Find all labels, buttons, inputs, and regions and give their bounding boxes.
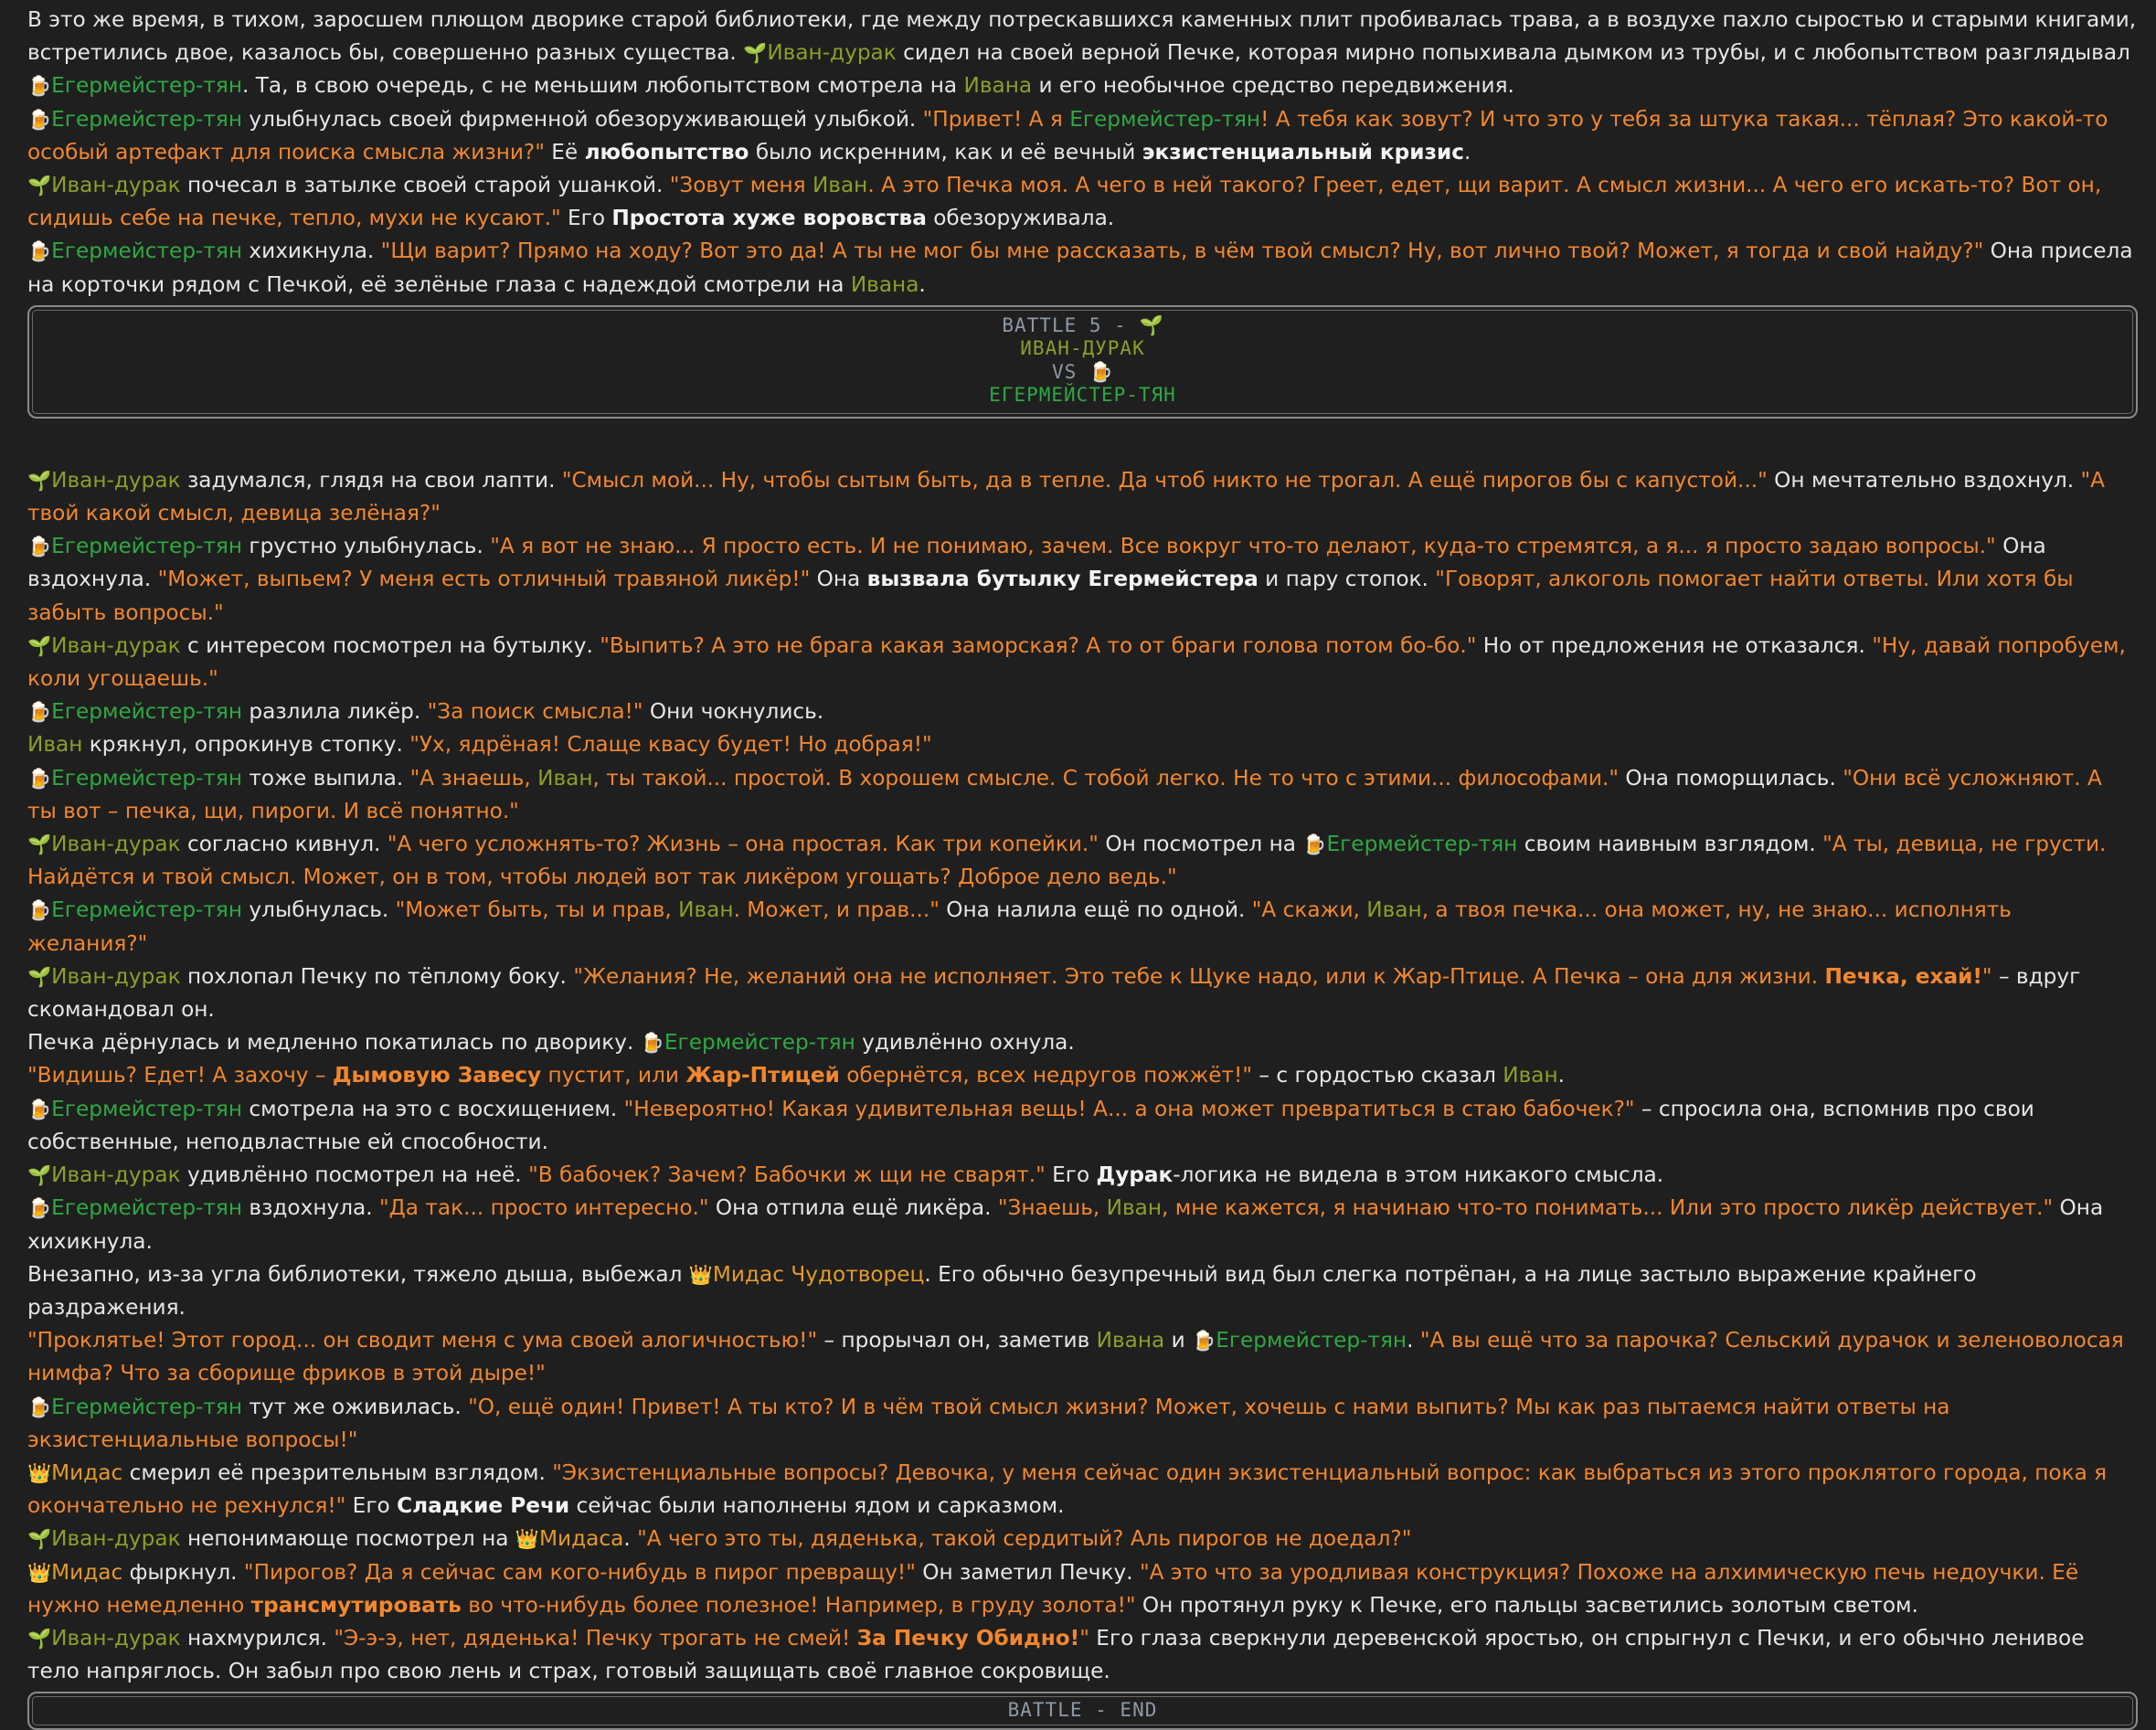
narration-text: Она поморщилась. xyxy=(1619,765,1843,791)
story-paragraph xyxy=(27,961,2138,1026)
battle-banner xyxy=(27,305,2138,419)
narration-text: Её xyxy=(544,139,585,165)
dialogue-quote: " xyxy=(1079,1625,1089,1650)
narration-text: Он посмотрел на xyxy=(1098,832,1303,857)
dialogue-quote: "Щи варит? Прямо на ходу? Вот это да! А ты не мог бы мне рассказать, в чём твой смысл? Ну, вот лично твой? Может, я тогда и свой найду?" xyxy=(380,239,1984,264)
spacer xyxy=(27,424,2138,464)
name-ivan: Иван-дурак xyxy=(51,1162,181,1188)
name-eger: Егермейстер-тян xyxy=(51,699,243,725)
narration-text: Он заметил Печку. xyxy=(915,1559,1140,1585)
name-ivan: Иван-дурак xyxy=(767,40,897,66)
dialogue-quote: "Они всё усложняют. А ты вот – печка, щи, пироги. И всё понятно." xyxy=(27,765,2102,823)
narration-text: Она налила ещё по одной. xyxy=(939,897,1252,923)
narration-text: тут же оживилась. xyxy=(242,1394,469,1419)
narration-text: обезоруживала. xyxy=(926,206,1115,231)
name-eger: Егермейстер-тян xyxy=(51,239,243,264)
narration-text: вздохнула. xyxy=(242,1195,379,1221)
sprout-icon: 🌱 xyxy=(27,634,52,657)
name-eger: Егермейстер-тян xyxy=(51,897,243,923)
dialogue-quote: обернётся, всех недругов пожжёт!" xyxy=(839,1063,1253,1088)
narration-text: тоже выпила. xyxy=(242,765,410,791)
dialogue-quote: "А ты, девица, не грусти. Найдётся и твой смысл. Может, он в том, чтобы людей вот так ликёром угощать? Доброе дело ведь." xyxy=(27,832,2107,890)
story-paragraph xyxy=(27,235,2138,301)
sprout-icon: 🌱 xyxy=(27,833,52,856)
narration-text: Она вздохнула. xyxy=(27,534,2046,592)
story-paragraph xyxy=(27,728,2138,761)
quote-name-ivan: Иван xyxy=(812,173,868,198)
name-midas: Мидас Чудотворец xyxy=(712,1261,925,1287)
skill-bold: любопытство xyxy=(584,139,749,165)
battle-end-label: BATTLE - END xyxy=(1007,1699,1158,1722)
dialogue-quote: "О, ещё один! Привет! А ты кто? И в чём твой смысл жизни? Может, хочешь с нами выпить? Мы как раз пытаемся найти ответы на экзистенциальные вопросы!" xyxy=(27,1394,1950,1452)
narration-text: нахмурился. xyxy=(180,1625,335,1650)
dialogue-quote: "Да так... просто интересно." xyxy=(379,1195,709,1221)
narration-text: Он протянул руку к Печке, его пальцы засветились золотым светом. xyxy=(1135,1592,1918,1618)
name-ivan: Ивана xyxy=(1096,1328,1165,1353)
dialogue-quote: "Может, выпьем? У меня есть отличный травяной ликёр!" xyxy=(157,567,811,592)
narrative-intro xyxy=(27,4,2138,302)
dialogue-quote: , ты такой... простой. В хорошем смысле. С тобой легко. Не то что с этими... философами." xyxy=(592,765,1619,791)
story-paragraph xyxy=(27,1391,2138,1457)
narration-text: Она присела на корточки рядом с Печкой, её зелёные глаза с надеждой смотрели на xyxy=(27,239,2133,297)
narration-text: смерил её презрительным взглядом. xyxy=(122,1459,553,1485)
narration-text: хихикнула. xyxy=(242,239,381,264)
skill-bold: вызвала бутылку Егермейстера xyxy=(866,567,1259,592)
dialogue-quote: "Смысл мой... Ну, чтобы сытым быть, да в тепле. Да чтоб никто не трогал. А ещё пирогов бы с капустой..." xyxy=(561,467,1768,493)
name-midas: Мидас xyxy=(51,1459,123,1485)
narration-text: непонимающе посмотрел на xyxy=(180,1526,515,1552)
narration-text: сейчас были наполнены ядом и сарказмом. xyxy=(569,1493,1065,1519)
name-ivan: Иван xyxy=(1503,1063,1558,1088)
narration-text: смотрела на это с восхищением. xyxy=(242,1096,624,1121)
dialogue-quote: , а твоя печка... она может, ну, не знаю... исполнять желания?" xyxy=(27,897,2012,956)
name-eger: Егермейстер-тян xyxy=(51,765,243,791)
narration-text: В это же время, в тихом, заросшем плющом дворике старой библиотеки, где между потрескавшихся каменных плит пробивалась трава, а в воздухе пахло сыростью и старыми книгами, встретились двое, казалось бы, совершенно разных существа. xyxy=(27,7,2137,66)
dialogue-quote: "А вы ещё что за парочка? Сельский дурачок и зеленоволосая нимфа? Что за сборище фриков в этой дыре!" xyxy=(27,1328,2124,1386)
narration-text: Печка дёрнулась и медленно покатилась по дворику. xyxy=(27,1030,641,1056)
beer-icon: 🍺 xyxy=(27,1098,52,1120)
narration-text: . xyxy=(1407,1328,1420,1353)
beer-icon: 🍺 xyxy=(27,899,52,922)
dialogue-quote: во что-нибудь более полезное! Например, в груду золота!" xyxy=(461,1592,1136,1618)
narrative-battle xyxy=(27,464,2138,1689)
name-eger: Егермейстер-тян xyxy=(1216,1328,1407,1353)
narration-text: и его необычное средство передвижения. xyxy=(1032,73,1514,99)
dialogue-quote: "А чего это ты, дяденька, такой сердитый? Аль пирогов не доедал?" xyxy=(637,1526,1412,1552)
narration-text: почесал в затылке своей старой ушанкой. xyxy=(180,173,670,198)
battle-end-banner xyxy=(27,1692,2138,1730)
beer-icon: 🍺 xyxy=(27,108,52,131)
story-paragraph xyxy=(27,828,2138,894)
dialogue-quote: "Говорят, алкоголь помогает найти ответы. Или хотя бы забыть вопросы." xyxy=(27,567,2074,625)
name-eger: Егермейстер-тян xyxy=(51,1195,243,1221)
skill-bold: Дурак xyxy=(1096,1162,1174,1188)
dialogue-quote: "За поиск смысла!" xyxy=(427,699,643,725)
dialogue-quote: "Желания? Не, желаний она не исполняет. Это тебе к Щуке надо, или к Жар-Птице. А Печка – она для жизни. xyxy=(573,963,1825,989)
story-paragraph xyxy=(27,103,2138,169)
sprout-icon: 🌱 xyxy=(743,42,768,65)
dialogue-quote: "Может быть, ты и прав, xyxy=(395,897,679,923)
name-eger: Егермейстер-тян xyxy=(51,1096,243,1121)
story-paragraph xyxy=(27,530,2138,630)
sprout-icon: 🌱 xyxy=(27,1164,52,1187)
beer-icon: 🍺 xyxy=(1302,833,1327,856)
narration-text: похлопал Печку по тёплому боку. xyxy=(180,963,574,989)
narration-text: . xyxy=(623,1526,638,1552)
name-ivan: Иван xyxy=(27,732,83,758)
dialogue-quote: "А знаешь, xyxy=(409,765,538,791)
name-ivan: Иван-дурак xyxy=(51,1526,181,1552)
story-paragraph xyxy=(27,695,2138,728)
sprout-icon: 🌱 xyxy=(1139,313,1163,336)
dialogue-quote: "Проклятье! Этот город... он сводит меня с ума своей алогичностью!" xyxy=(27,1328,818,1353)
dialogue-quote: "А чего усложнять-то? Жизнь – она простая. Как три копейки." xyxy=(387,832,1099,857)
narration-text: – прорычал он, заметив xyxy=(817,1328,1097,1353)
dialogue-quote: "А скажи, xyxy=(1251,897,1367,923)
name-ivan: Иван-дурак xyxy=(51,467,181,493)
quote-name-ivan: Иван xyxy=(1366,897,1422,923)
narration-text: Его xyxy=(1045,1162,1097,1188)
name-ivan: Ивана xyxy=(963,73,1033,99)
dialogue-quote: "Экзистенциальные вопросы? Девочка, у меня сейчас один экзистенциальный вопрос: как выбраться из этого проклятого города, пока я окончательно не рехнулся!" xyxy=(27,1459,2108,1519)
battle-fighter-b: ЕГЕРМЕЙСТЕР-ТЯН xyxy=(989,384,1176,407)
narration-text: своим наивным взглядом. xyxy=(1517,832,1823,857)
quote-name-ivan: Иван xyxy=(1106,1195,1163,1221)
narration-text: разлила ликёр. xyxy=(242,699,428,725)
narration-text: удивлённо посмотрел на неё. xyxy=(180,1162,529,1188)
story-paragraph xyxy=(27,1059,2138,1092)
narration-text: Его глаза сверкнули деревенской яростью, он спрыгнул с Печки, и его обычно ленивое тело напряглось. Он забыл про свою лень и страх, готовый защищать своё главное сокровище. xyxy=(27,1625,2085,1684)
beer-icon: 🍺 xyxy=(1192,1330,1216,1353)
story-paragraph xyxy=(27,1622,2138,1688)
crown-icon: 👑 xyxy=(27,1561,52,1584)
crown-icon: 👑 xyxy=(688,1263,713,1286)
dialogue-quote: "Пирогов? Да я сейчас сам кого-нибудь в пирог превращу!" xyxy=(243,1559,916,1585)
skill-bold: Сладкие Речи xyxy=(397,1493,570,1519)
name-ivan: Иван-дурак xyxy=(51,963,181,989)
narration-text: с интересом посмотрел на бутылку. xyxy=(180,632,600,658)
quote-skill-bold: Дымовую Завесу xyxy=(332,1063,542,1088)
dialogue-quote: "Ну, давай попробуем, коли угощаешь." xyxy=(27,632,2126,692)
name-eger: Егермейстер-тян xyxy=(51,73,243,99)
beer-icon: 🍺 xyxy=(27,1396,52,1418)
quote-skill-bold: трансмутировать xyxy=(250,1592,462,1618)
narration-text: удивлённо охнула. xyxy=(855,1030,1075,1056)
story-paragraph xyxy=(27,1093,2138,1159)
story-paragraph xyxy=(27,1556,2138,1622)
name-eger: Егермейстер-тян xyxy=(664,1030,855,1056)
story-paragraph xyxy=(27,4,2138,103)
narration-text: Его xyxy=(560,206,612,231)
narration-text: Он мечтательно вздохнул. xyxy=(1767,467,2081,493)
name-ivan: Иван-дурак xyxy=(51,832,181,857)
dialogue-quote: "Привет! А я xyxy=(922,106,1070,132)
dialogue-quote: "Ух, ядрёная! Слаще квасу будет! Но добрая!" xyxy=(409,732,932,758)
narration-text: . Та, в свою очередь, с не меньшим любопытством смотрела на xyxy=(242,73,964,99)
dialogue-quote: "Знаешь, xyxy=(997,1195,1107,1221)
story-paragraph xyxy=(27,1258,2138,1324)
story-paragraph xyxy=(27,762,2138,828)
story-paragraph xyxy=(27,169,2138,235)
beer-icon: 🍺 xyxy=(1089,360,1114,383)
narration-text: и пару стопок. xyxy=(1258,567,1436,592)
beer-icon: 🍺 xyxy=(27,701,52,724)
sprout-icon: 🌱 xyxy=(27,175,52,197)
narration-text: . xyxy=(1557,1063,1566,1088)
sprout-icon: 🌱 xyxy=(27,1627,52,1650)
sprout-icon: 🌱 xyxy=(27,965,52,988)
name-midas: Мидаса xyxy=(539,1526,624,1552)
narration-text: . xyxy=(919,271,926,297)
narration-text: грустно улыбнулась. xyxy=(242,534,491,559)
narration-text: фыркнул. xyxy=(122,1559,244,1585)
dialogue-quote: "В бабочек? Зачем? Бабочки ж щи не сварят." xyxy=(528,1162,1046,1188)
skill-bold: Простота хуже воровства xyxy=(611,206,927,231)
name-midas: Мидас xyxy=(51,1559,123,1585)
quote-name-ivan: Иван xyxy=(678,897,734,923)
name-eger: Егермейстер-тян xyxy=(51,106,243,132)
narration-text: -логика не видела в этом никакого смысла. xyxy=(1173,1162,1664,1188)
narration-text: . xyxy=(1463,139,1471,165)
narration-text: – с гордостью сказал xyxy=(1252,1063,1503,1088)
narration-text: Они чокнулись. xyxy=(643,699,824,725)
battle-title: BATTLE 5 - xyxy=(1002,313,1140,336)
narration-text: – спросила она, вспомнив про свои собственные, неподвластные ей способности. xyxy=(27,1096,2034,1154)
crown-icon: 👑 xyxy=(515,1528,540,1551)
story-paragraph xyxy=(27,1324,2138,1390)
story-paragraph xyxy=(27,1192,2138,1258)
narration-text: улыбнулась своей фирменной обезоруживающей улыбкой. xyxy=(242,106,923,132)
quote-skill-bold: За Печку Обидно! xyxy=(856,1625,1080,1650)
narration-text: Его xyxy=(345,1493,398,1519)
narration-text: Она отпила ещё ликёра. xyxy=(708,1195,998,1221)
story-paragraph xyxy=(27,464,2138,530)
narration-text: сидел на своей верной Печке, которая мирно попыхивала дымком из трубы, и с любопытством разглядывал xyxy=(896,40,2130,66)
narration-text: Она xyxy=(810,567,867,592)
quote-name-ivan: Иван xyxy=(537,765,593,791)
sprout-icon: 🌱 xyxy=(27,469,52,492)
quote-name-eger: Егермейстер-тян xyxy=(1069,106,1261,132)
skill-bold: экзистенциальный кризис xyxy=(1142,139,1464,165)
dialogue-quote: . А это Печка моя. А чего в ней такого? Греет, едет, щи варит. А смысл жизни... А чего его искать-то? Вот он, сидишь себе на печке, тепло, мухи не кусают." xyxy=(27,173,2102,231)
narration-text: – вдруг скомандовал он. xyxy=(27,963,2081,1023)
name-ivan: Ивана xyxy=(850,271,919,297)
dialogue-quote: . Может, и прав..." xyxy=(733,897,940,923)
beer-icon: 🍺 xyxy=(27,1197,52,1220)
narration-text: задумался, глядя на свои лапти. xyxy=(180,467,562,493)
crown-icon: 👑 xyxy=(27,1461,52,1484)
narration-text: было искренним, как и её вечный xyxy=(749,139,1142,165)
narration-text: Она хихикнула. xyxy=(27,1195,2104,1254)
name-ivan: Иван-дурак xyxy=(51,173,181,198)
story-paragraph xyxy=(27,894,2138,960)
quote-skill-bold: Жар-Птицей xyxy=(685,1063,840,1088)
dialogue-quote: "Видишь? Едет! А захочу – xyxy=(27,1063,333,1088)
name-ivan: Иван-дурак xyxy=(51,1625,181,1650)
narration-text: Но от предложения не отказался. xyxy=(1476,632,1873,658)
dialogue-quote: "А это что за уродливая конструкция? Похоже на алхимическую печь недоучки. Её нужно немедленно xyxy=(27,1559,2079,1618)
beer-icon: 🍺 xyxy=(640,1032,664,1055)
name-eger: Егермейстер-тян xyxy=(51,1394,243,1419)
name-ivan: Иван-дурак xyxy=(51,632,181,658)
narration-text: и xyxy=(1164,1328,1193,1353)
narration-text: . Его обычно безупречный вид был слегка потрёпан, а на лице застыло выражение крайнего раздражения. xyxy=(27,1261,1977,1320)
story-paragraph xyxy=(27,630,2138,695)
name-eger: Егермейстер-тян xyxy=(51,534,243,559)
story-paragraph xyxy=(27,1523,2138,1555)
dialogue-quote: "Невероятно! Какая удивительная вещь! А... а она может превратиться в стаю бабочек?" xyxy=(623,1096,1635,1121)
battle-vs: VS xyxy=(1051,360,1089,383)
dialogue-quote: , мне кажется, я начинаю что-то понимать... Или это просто ликёр действует." xyxy=(1162,1195,2054,1221)
name-eger: Егермейстер-тян xyxy=(1326,832,1518,857)
story-paragraph xyxy=(27,1159,2138,1192)
dialogue-quote: " xyxy=(1981,963,1992,989)
dialogue-quote: "А твой какой смысл, девица зелёная?" xyxy=(27,467,2106,526)
narration-text: согласно кивнул. xyxy=(180,832,388,857)
beer-icon: 🍺 xyxy=(27,536,52,558)
narration-text: крякнул, опрокинув стопку. xyxy=(82,732,410,758)
story-paragraph xyxy=(27,1026,2138,1059)
beer-icon: 🍺 xyxy=(27,240,52,263)
sprout-icon: 🌱 xyxy=(27,1528,52,1551)
dialogue-quote: "Выпить? А это не брага какая заморская? А то от браги голова потом бо-бо." xyxy=(600,632,1477,658)
beer-icon: 🍺 xyxy=(27,767,52,790)
story-paragraph xyxy=(27,1457,2138,1523)
dialogue-quote: ! А тебя как зовут? И что это у тебя за штука такая... тёплая? Это какой-то особый артефакт для поиска смысла жизни?" xyxy=(27,106,2108,165)
quote-skill-bold: Печка, ехай! xyxy=(1824,963,1982,989)
dialogue-quote: пустит, или xyxy=(541,1063,686,1088)
beer-icon: 🍺 xyxy=(27,75,52,98)
dialogue-quote: "Э-э-э, нет, дяденька! Печку трогать не смей! xyxy=(334,1625,857,1650)
dialogue-quote: "А я вот не знаю... Я просто есть. И не понимаю, зачем. Все вокруг что-то делают, куда-то стремятся, а я... я просто задаю вопросы." xyxy=(490,534,1996,559)
battle-fighter-a: ИВАН-ДУРАК xyxy=(1020,337,1145,360)
dialogue-quote: "Зовут меня xyxy=(669,173,812,198)
narration-text: улыбнулась. xyxy=(242,897,396,923)
narration-text: Внезапно, из-за угла библиотеки, тяжело дыша, выбежал xyxy=(27,1261,689,1287)
